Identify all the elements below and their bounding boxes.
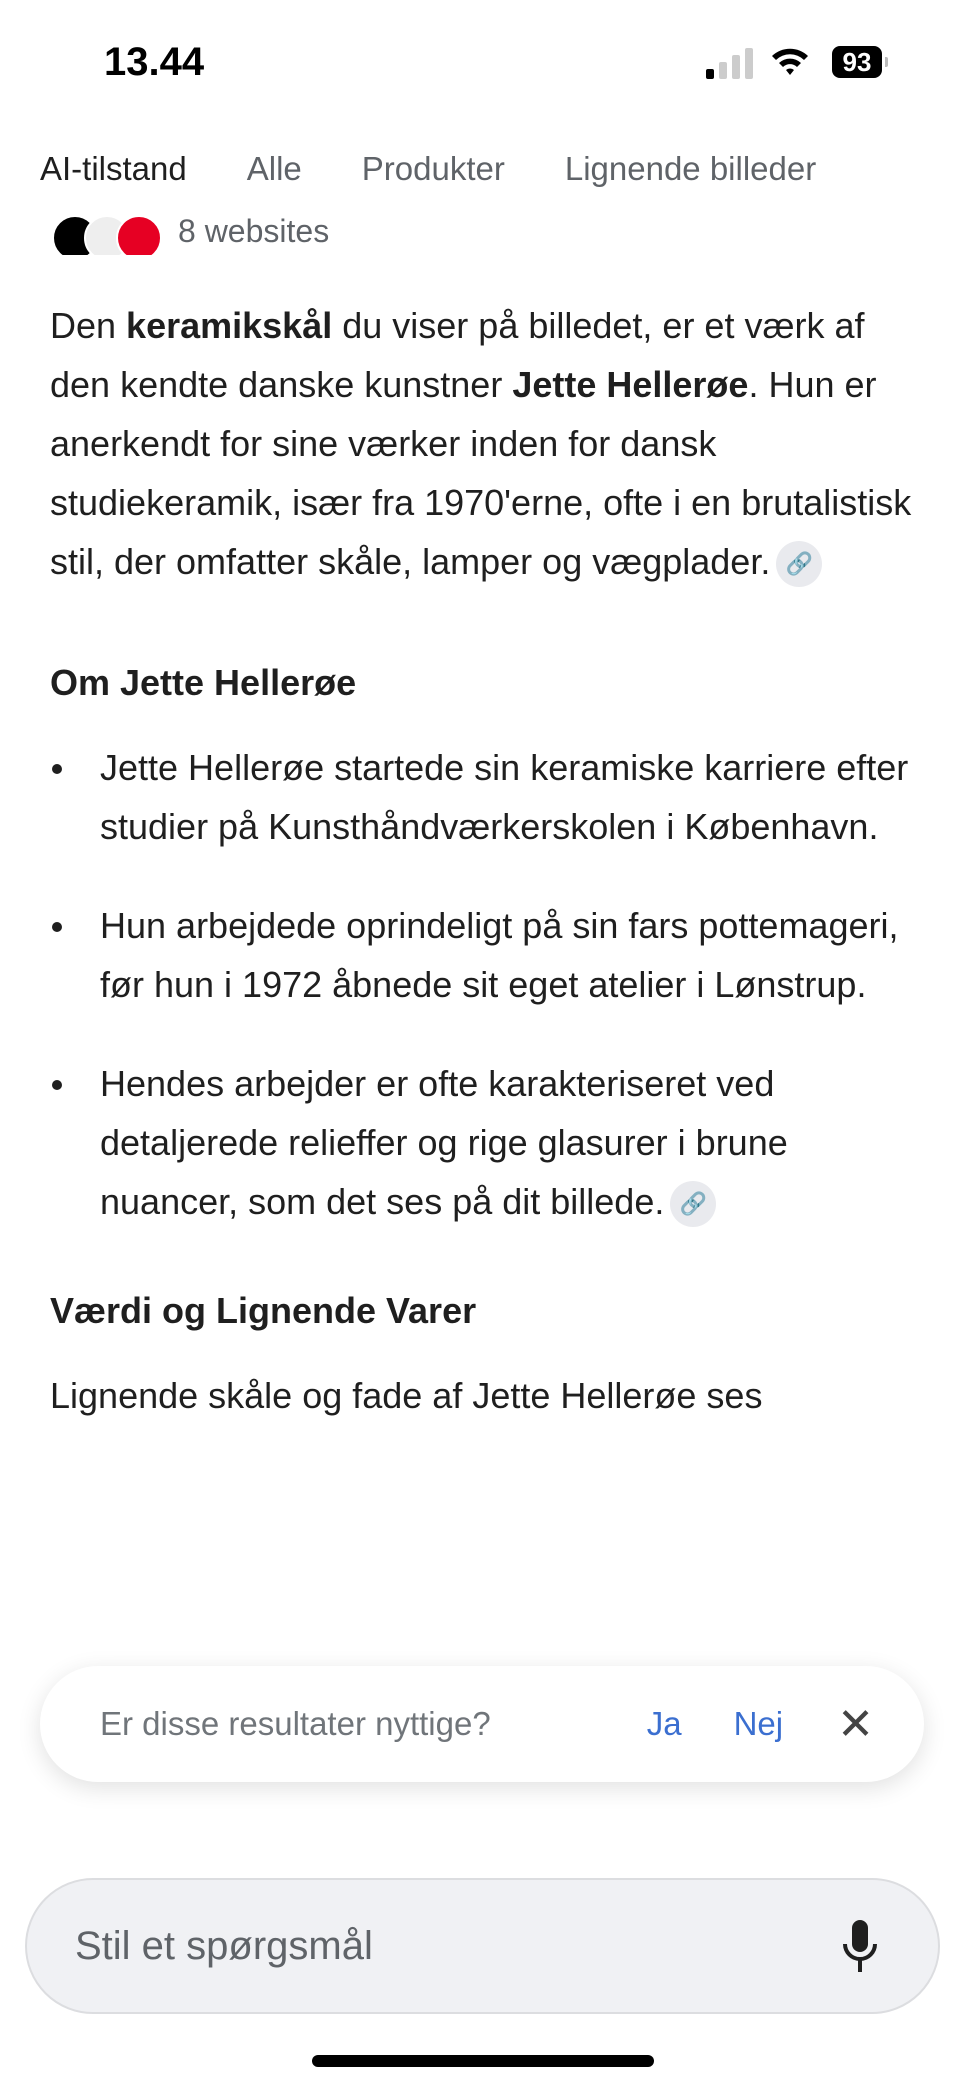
home-indicator	[312, 2055, 654, 2067]
search-tabs	[40, 150, 816, 188]
battery-indicator: 93	[832, 46, 882, 78]
clock: 13.44	[104, 40, 205, 84]
list-item: Hun arbejdede oprindeligt på sin fars pottemageri, før hun i 1972 åbnede sit eget atelier i Lønstrup.	[50, 896, 920, 1014]
list-item: Hendes arbejder er ofte karakteriseret ved detaljerede relieffer og rige glasurer i brune nuancer, som det ses på dit billede. 🔗	[50, 1054, 920, 1231]
tab-similar-images[interactable]: Lignende billeder	[564, 150, 817, 187]
section-heading: Om Jette Hellerøe	[50, 662, 357, 703]
value-paragraph: Lignende skåle og fade af Jette Hellerøe ses	[50, 1375, 763, 1416]
ask-placeholder: Stil et spørgsmål	[75, 1923, 373, 1968]
sources-row[interactable]	[52, 215, 912, 255]
microphone-icon[interactable]	[842, 1918, 878, 1974]
link-icon[interactable]: 🔗	[776, 541, 822, 587]
tab-products[interactable]: Produkter	[361, 150, 505, 187]
status-bar	[0, 0, 960, 110]
feedback-no-button[interactable]: Nej	[733, 1705, 784, 1742]
wifi-icon	[770, 44, 810, 80]
feedback-question: Er disse resultater nyttige?	[100, 1705, 491, 1742]
list-item: Jette Hellerøe startede sin keramiske karriere efter studier på Kunsthåndværkerskolen i København.	[50, 738, 920, 856]
section-heading: Værdi og Lignende Varer	[50, 1290, 477, 1331]
content-fade	[0, 1790, 960, 1870]
intro-paragraph: Den keramikskål du viser på billedet, er et værk af den kendte danske kunstner Jette Hellerøe. Hun er anerkendt for sine værker inden for dansk studiekeramik, især fra 1970'erne, ofte i en brutalistisk stil, der omfatter skåle, lamper og vægplader. 🔗	[50, 296, 920, 591]
ai-answer	[50, 296, 920, 1425]
feedback-yes-button[interactable]: Ja	[646, 1705, 682, 1742]
source-favicons	[52, 215, 148, 255]
sources-count: 8 websites	[178, 215, 330, 249]
bullet-list	[50, 738, 920, 1231]
ask-input[interactable]	[25, 1878, 940, 2014]
tab-all[interactable]: Alle	[246, 150, 302, 187]
feedback-bar	[40, 1666, 924, 1782]
tab-ai-mode[interactable]: AI-tilstand	[40, 150, 187, 187]
link-icon[interactable]: 🔗	[670, 1181, 716, 1227]
close-icon[interactable]: ✕	[837, 1699, 874, 1749]
signal-icon	[706, 48, 753, 79]
